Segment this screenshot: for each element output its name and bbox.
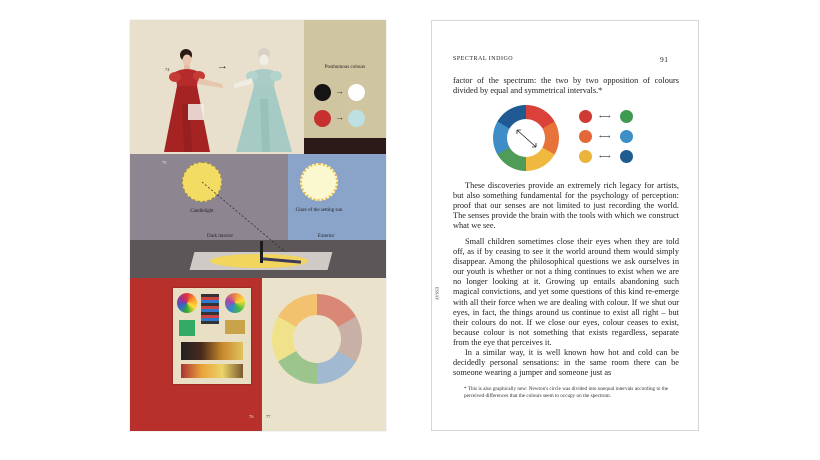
pair-yellow-indigo <box>579 150 659 164</box>
plate-number-75: 75 <box>162 160 167 165</box>
arrow-icon: → <box>217 60 228 72</box>
vintage-color-chart <box>173 288 251 384</box>
pair-orange-blue <box>579 130 659 144</box>
footnote: * This is also graphically new: Newton's circle was divided into unequal intervals according to the perceived differences that the colours seem to occupy on the spectrum. <box>464 386 669 399</box>
swatch-white <box>348 84 365 101</box>
dark-interior-label: Dark interior <box>207 234 233 239</box>
pair-red-green <box>579 110 659 124</box>
dot-green <box>620 110 633 123</box>
dot-blue <box>620 130 633 143</box>
paragraph-2 <box>453 237 679 348</box>
paragraph-1-text: These discoveries provide an extremely rich legacy for artists, but also something fundamental for the psychology of perception: proof that our senses are not limited to just recording the world. The senses provide the brain with the tools with which we construct what we see. <box>453 181 679 231</box>
exchange-arrow-icon: ⟷ <box>599 152 611 161</box>
diagonal-arrow-icon <box>493 105 559 171</box>
page-number: 91 <box>660 55 669 64</box>
swatch-pale-cyan <box>348 110 365 127</box>
running-head: SPECTRAL INDIGO <box>453 56 514 62</box>
exterior-label: Exterior <box>317 234 335 239</box>
plate-74-dark-strip <box>304 138 386 154</box>
swatch-red <box>314 110 331 127</box>
plate-number-76: 76 <box>249 414 254 419</box>
plate-number-77: 77 <box>266 414 271 419</box>
swatch-arrow-icon: → <box>335 86 344 96</box>
dot-indigo <box>620 150 633 163</box>
paragraph-2-text: Small children sometimes close their eyes when they are told off, as if by ceasing to see it the world around them would simply disappear. Among the philosophical questions we ask ourselves in our youth is whether or not a thing continues to exist when we are no longer looking at it. Growing up entails abandoning such magical convictions, and yet some questions of this kind re-emerge with all their force when we are dealing with colour. If we shut our eyes, in fact, the things around us continue to exist all right – but their colours do not. If we close our eyes, colour ceases to exist, because colour is not something that exists regardless, separate from the eye that perceives it. <box>453 237 679 347</box>
dot-orange <box>579 130 592 143</box>
right-page <box>431 20 699 431</box>
plate-number-74: 74 <box>165 67 170 72</box>
candlelight-label: Candlelight <box>190 209 214 214</box>
opening-text: factor of the spectrum: the two by two opposition of colours divided by equal and symmetrical intervals.* <box>453 76 679 96</box>
paragraph-3-text: In a similar way, it is well known how hot and cold can be decidedly personal sensations: in the same room there can be someone wearing a jumper and someone just as <box>453 348 679 378</box>
left-page <box>130 20 386 431</box>
posthumous-colours-title: Posthumous colours <box>324 65 366 70</box>
dot-yellow <box>579 150 592 163</box>
paragraph-3 <box>453 348 679 378</box>
colour-wheel-hole <box>293 315 341 363</box>
exchange-arrow-icon: ⟷ <box>599 132 611 141</box>
swatch-black <box>314 84 331 101</box>
paragraph-1 <box>453 181 679 231</box>
plate-76 <box>130 278 262 431</box>
exchange-arrow-icon: ⟷ <box>599 112 611 121</box>
plate-77 <box>262 278 386 431</box>
swatch-arrow-icon-2: → <box>335 112 344 122</box>
spectrum-colour-wheel <box>493 105 559 171</box>
plate-75 <box>130 154 386 278</box>
side-mark: ESSAY <box>434 286 440 301</box>
plate-74 <box>130 20 386 154</box>
sunset-label: Glare of the setting sun <box>295 208 343 213</box>
dot-red <box>579 110 592 123</box>
woman-pale-dress-figure <box>230 44 300 156</box>
